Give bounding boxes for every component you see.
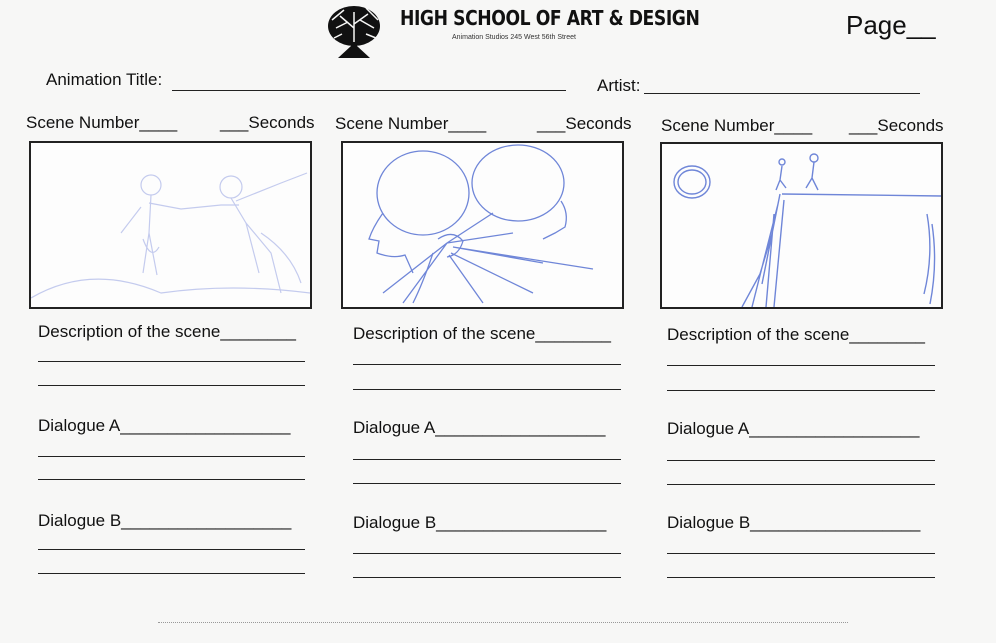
figures-on-cliff-sketch-icon [662, 144, 941, 307]
dialogue-b-line-2a[interactable] [353, 553, 621, 554]
storyboard-frame-2[interactable] [341, 141, 624, 309]
footer-fine-print [158, 622, 848, 623]
dialogue-b-line-1b[interactable] [38, 573, 305, 574]
description-line-1b[interactable] [38, 385, 305, 386]
description-label-2: Description of the scene________ [353, 324, 612, 343]
description-line-2b[interactable] [353, 389, 621, 390]
dialogue-b-label-2: Dialogue B__________________ [353, 513, 607, 532]
dialogue-b-line-2b[interactable] [353, 577, 621, 578]
dialogue-b-label-3: Dialogue B__________________ [667, 513, 921, 532]
dialogue-a-line-1b[interactable] [38, 479, 305, 480]
page-number-label: Page__ [846, 10, 936, 40]
description-label-1: Description of the scene________ [38, 322, 297, 341]
seconds-label-1: ___Seconds [220, 113, 315, 132]
animation-title-label: Animation Title: [46, 70, 163, 89]
dialogue-b-line-3a[interactable] [667, 553, 935, 554]
description-line-2a[interactable] [353, 364, 621, 365]
animation-title-field[interactable] [172, 90, 566, 91]
dialogue-a-label-1: Dialogue A__________________ [38, 416, 291, 435]
storyboard-frame-3[interactable] [660, 142, 943, 309]
dialogue-b-line-3b[interactable] [667, 577, 935, 578]
storyboard-frame-1[interactable] [29, 141, 312, 309]
dialogue-a-line-3b[interactable] [667, 484, 935, 485]
dialogue-a-label-2: Dialogue A__________________ [353, 418, 606, 437]
school-address: Animation Studios 245 West 56th Street [452, 34, 576, 41]
dialogue-a-line-2b[interactable] [353, 483, 621, 484]
description-line-3a[interactable] [667, 365, 935, 366]
dialogue-b-label-1: Dialogue B__________________ [38, 511, 292, 530]
description-line-1a[interactable] [38, 361, 305, 362]
two-figures-reaching-sketch-icon [31, 143, 310, 307]
dialogue-a-line-2a[interactable] [353, 459, 621, 460]
two-heads-profile-sketch-icon [343, 143, 622, 307]
description-line-3b[interactable] [667, 390, 935, 391]
school-name: HIGH SCHOOL OF ART & DESIGN [400, 6, 700, 30]
dialogue-a-line-1a[interactable] [38, 456, 305, 457]
seconds-label-3: ___Seconds [849, 116, 944, 135]
dialogue-a-label-3: Dialogue A__________________ [667, 419, 920, 438]
school-logo-tree-icon [318, 2, 390, 60]
description-label-3: Description of the scene________ [667, 325, 926, 344]
scene-number-label-3: Scene Number____ [661, 116, 813, 135]
artist-label: Artist: [597, 76, 641, 95]
artist-field[interactable] [644, 93, 920, 94]
scene-number-label-2: Scene Number____ [335, 114, 487, 133]
dialogue-a-line-3a[interactable] [667, 460, 935, 461]
scene-number-label-1: Scene Number____ [26, 113, 178, 132]
seconds-label-2: ___Seconds [537, 114, 632, 133]
dialogue-b-line-1a[interactable] [38, 549, 305, 550]
